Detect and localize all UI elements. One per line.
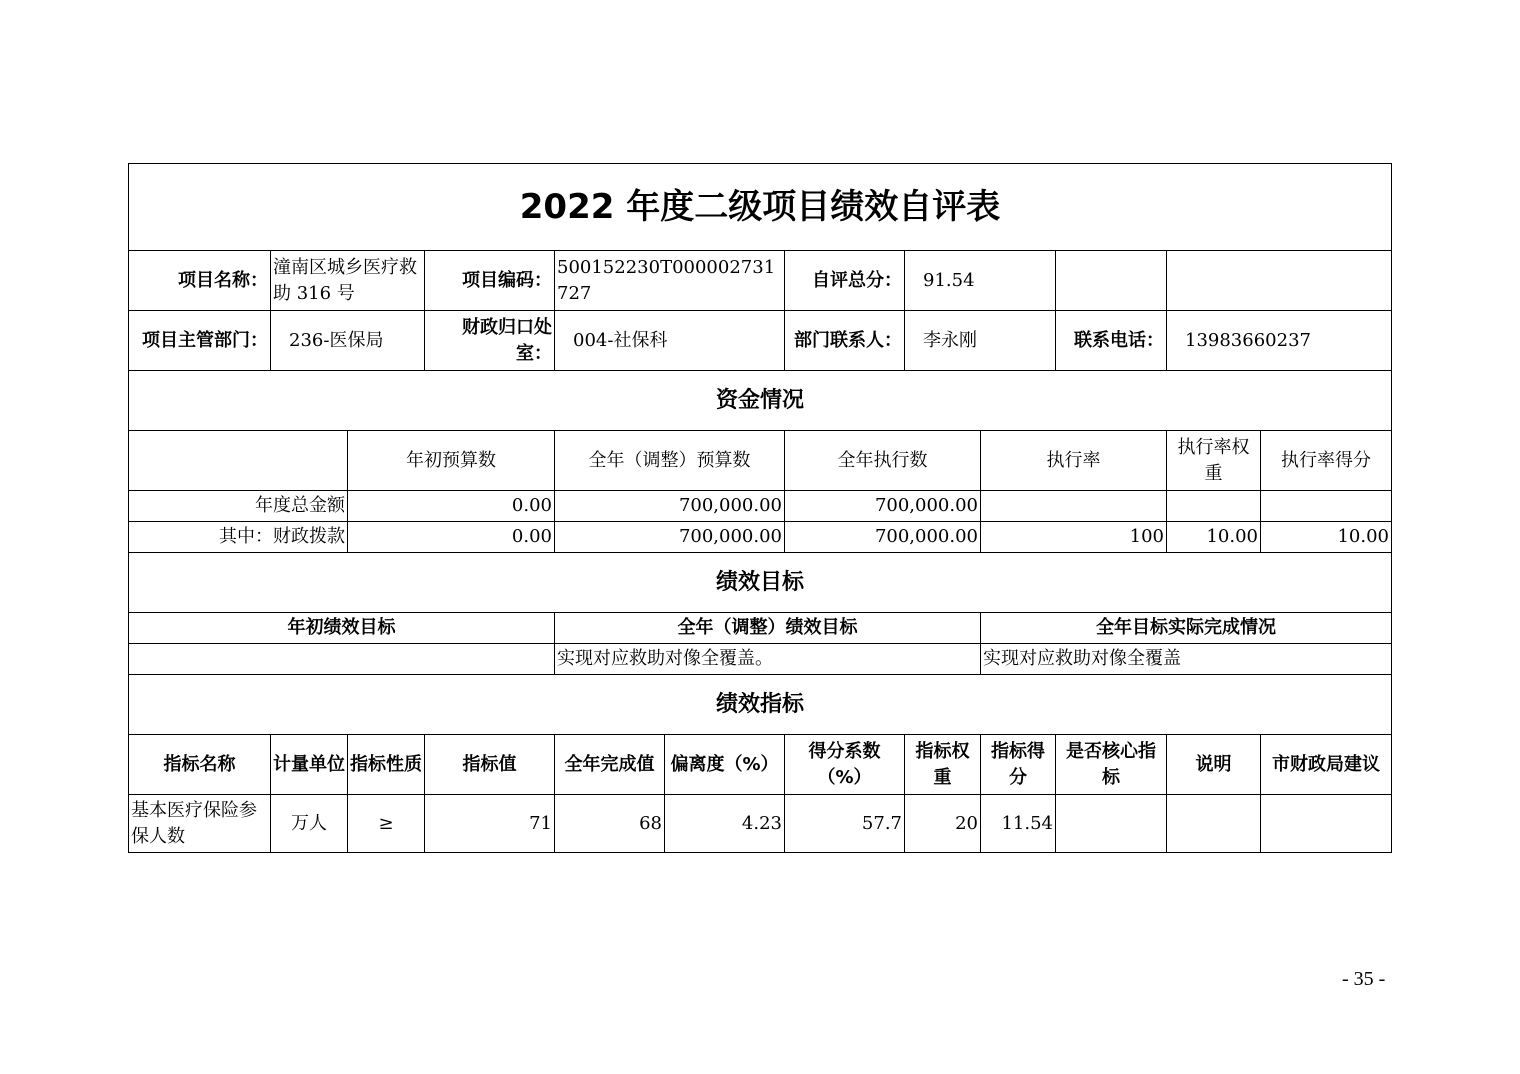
self-score: 91.54 bbox=[905, 251, 1056, 311]
goals-header-initial: 年初绩效目标 bbox=[129, 613, 555, 644]
funds-adjusted: 700,000.00 bbox=[555, 491, 785, 522]
indicator-actual: 68 bbox=[555, 795, 665, 853]
indicator-weight: 20 bbox=[905, 795, 981, 853]
indicators-section-title: 绩效指标 bbox=[129, 675, 1392, 735]
page-number: - 35 - bbox=[1342, 968, 1386, 990]
indicator-score: 11.54 bbox=[981, 795, 1056, 853]
indicator-coefficient: 57.7 bbox=[785, 795, 905, 853]
goals-adjusted-value: 实现对应救助对像全覆盖。 bbox=[555, 644, 981, 675]
indicator-deviation: 4.23 bbox=[665, 795, 785, 853]
funds-rate bbox=[981, 491, 1167, 522]
indicator-header-note: 说明 bbox=[1167, 735, 1261, 795]
project-code-label: 项目编码： bbox=[425, 251, 555, 311]
indicator-header-core: 是否核心指标 bbox=[1056, 735, 1167, 795]
contact: 李永刚 bbox=[905, 311, 1056, 371]
indicator-header-coefficient: 得分系数（%） bbox=[785, 735, 905, 795]
finance-office-label: 财政归口处室： bbox=[425, 311, 555, 371]
project-name: 潼南区城乡医疗救助 316 号 bbox=[271, 251, 425, 311]
phone-label: 联系电话： bbox=[1056, 311, 1167, 371]
funds-header-initial: 年初预算数 bbox=[348, 431, 555, 491]
funds-row-label: 其中：财政拨款 bbox=[129, 522, 348, 553]
indicator-core bbox=[1056, 795, 1167, 853]
indicator-note bbox=[1167, 795, 1261, 853]
funds-header-weight: 执行率权重 bbox=[1167, 431, 1261, 491]
indicator-target: 71 bbox=[425, 795, 555, 853]
indicator-unit: 万人 bbox=[271, 795, 348, 853]
evaluation-table bbox=[128, 163, 1392, 853]
funds-row-label: 年度总金额 bbox=[129, 491, 348, 522]
funds-score: 10.00 bbox=[1261, 522, 1392, 553]
indicator-header-nature: 指标性质 bbox=[348, 735, 425, 795]
funds-header-score: 执行率得分 bbox=[1261, 431, 1392, 491]
goals-header-actual: 全年目标实际完成情况 bbox=[981, 613, 1392, 644]
funds-section-title: 资金情况 bbox=[129, 371, 1392, 431]
funds-initial: 0.00 bbox=[348, 522, 555, 553]
indicator-header-score: 指标得分 bbox=[981, 735, 1056, 795]
indicator-header-weight: 指标权重 bbox=[905, 735, 981, 795]
funds-header-executed: 全年执行数 bbox=[785, 431, 981, 491]
indicator-name: 基本医疗保险参保人数 bbox=[129, 795, 271, 853]
evaluation-form bbox=[128, 163, 1392, 853]
project-name-label: 项目名称： bbox=[129, 251, 271, 311]
funds-executed: 700,000.00 bbox=[785, 522, 981, 553]
goals-section-title: 绩效目标 bbox=[129, 553, 1392, 613]
contact-label: 部门联系人： bbox=[785, 311, 905, 371]
indicator-header-actual: 全年完成值 bbox=[555, 735, 665, 795]
finance-office: 004-社保科 bbox=[555, 311, 785, 371]
funds-score bbox=[1261, 491, 1392, 522]
empty-cell bbox=[129, 431, 348, 491]
empty-cell bbox=[1167, 251, 1392, 311]
funds-header-adjusted: 全年（调整）预算数 bbox=[555, 431, 785, 491]
goals-header-adjusted: 全年（调整）绩效目标 bbox=[555, 613, 981, 644]
funds-weight: 10.00 bbox=[1167, 522, 1261, 553]
goals-initial-value bbox=[129, 644, 555, 675]
funds-header-rate: 执行率 bbox=[981, 431, 1167, 491]
indicator-header-target: 指标值 bbox=[425, 735, 555, 795]
indicator-header-deviation: 偏离度（%） bbox=[665, 735, 785, 795]
indicator-header-suggestion: 市财政局建议 bbox=[1261, 735, 1392, 795]
funds-rate: 100 bbox=[981, 522, 1167, 553]
funds-weight bbox=[1167, 491, 1261, 522]
dept-label: 项目主管部门： bbox=[129, 311, 271, 371]
funds-executed: 700,000.00 bbox=[785, 491, 981, 522]
self-score-label: 自评总分： bbox=[785, 251, 905, 311]
indicator-suggestion bbox=[1261, 795, 1392, 853]
phone: 13983660237 bbox=[1167, 311, 1392, 371]
empty-cell bbox=[1056, 251, 1167, 311]
indicator-nature: ≥ bbox=[348, 795, 425, 853]
funds-initial: 0.00 bbox=[348, 491, 555, 522]
project-code: 500152230T000002731727 bbox=[555, 251, 785, 311]
indicator-header-name: 指标名称 bbox=[129, 735, 271, 795]
goals-actual-value: 实现对应救助对像全覆盖 bbox=[981, 644, 1392, 675]
funds-adjusted: 700,000.00 bbox=[555, 522, 785, 553]
form-title: 2022 年度二级项目绩效自评表 bbox=[129, 164, 1392, 251]
dept: 236-医保局 bbox=[271, 311, 425, 371]
indicator-header-unit: 计量单位 bbox=[271, 735, 348, 795]
